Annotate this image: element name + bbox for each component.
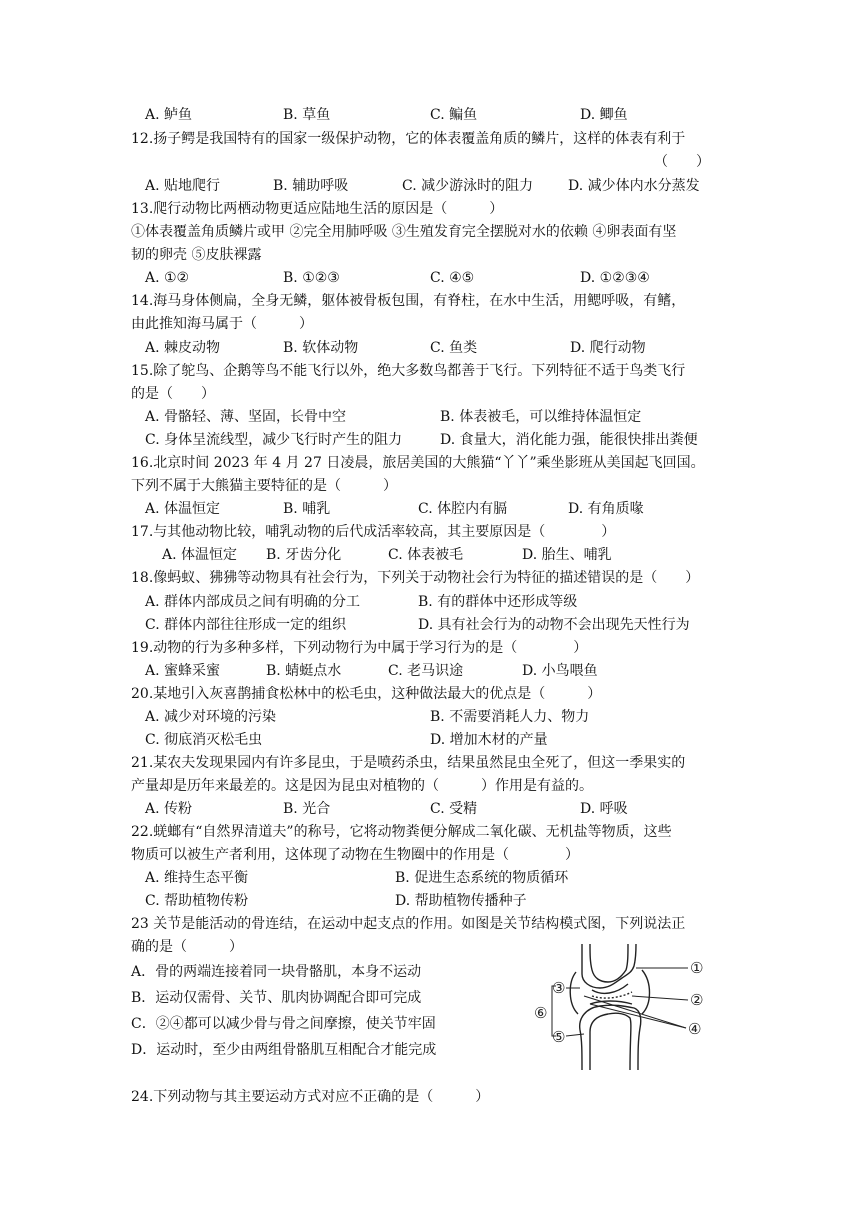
q18-option-b: B. 有的群体中还形成等级 (418, 594, 578, 610)
q16-stem-line1: 16.北京时间 2023 年 4 月 27 日凌晨，旅居美国的大熊猫“丫丫”乘坐影班从美国起飞回国。 (131, 455, 705, 471)
q21-stem-line1: 21.某农夫发现果园内有许多昆虫，于是喷药杀虫，结果虽然昆虫全死了，但这一季果实的 (131, 755, 686, 771)
q17-option-b: B. 牙齿分化 (266, 547, 342, 563)
diagram-label-4: ④ (688, 1020, 702, 1038)
q21-stem-line2: 产量却是历年来最差的。这是因为昆虫对植物的（ ）作用是有益的。 (131, 778, 593, 794)
q19-stem: 19.动物的行为多种多样，下列动物行为中属于学习行为的是（ ） (131, 640, 588, 656)
q23-stem-line1: 23 关节是能活动的骨连结，在运动中起支点的作用。如图是关节结构模式图，下列说法正 (131, 916, 686, 932)
q12-stem: 12.扬子鳄是我国特有的国家一级保护动物，它的体表覆盖角质的鳞片，这样的体表有利于 (131, 131, 686, 147)
q15-option-a: A. 骨骼轻、薄、坚固，长骨中空 (145, 409, 347, 425)
q23-stem-line2: 确的是（ ） (131, 939, 243, 955)
q22-option-a: A. 维持生态平衡 (145, 870, 249, 886)
q12-option-d: D. 减少体内水分蒸发 (568, 178, 700, 194)
diagram-label-6: ⑥ (534, 1004, 548, 1022)
q23-option-b: B．运动仅需骨、关节、肌肉协调配合即可完成 (131, 990, 422, 1006)
lower-bone-inner (590, 1013, 631, 1070)
q18-stem: 18.像蚂蚁、狒狒等动物具有社会行为，下列关于动物社会行为特征的描述错误的是（ ） (131, 570, 700, 586)
q20-option-a: A. 减少对环境的污染 (145, 709, 277, 725)
q21-option-d: D. 呼吸 (580, 801, 628, 817)
q14-option-a: A. 棘皮动物 (145, 340, 221, 356)
q13-stem: 13.爬行动物比两栖动物更适应陆地生活的原因是（ ） (131, 201, 504, 217)
q23-option-c: C．②④都可以减少骨与骨之间摩擦，使关节牢固 (131, 1016, 436, 1032)
q22-option-d: D. 帮助植物传播种子 (395, 893, 527, 909)
q15-option-d: D. 食量大，消化能力强，能很快排出粪便 (440, 432, 698, 448)
q22-option-c: C. 帮助植物传粉 (145, 893, 249, 909)
q15-option-c: C. 身体呈流线型，减少飞行时产生的阻力 (145, 432, 403, 448)
q19-option-b: B. 蜻蜓点水 (266, 663, 342, 679)
q23-option-a: A．骨的两端连接着同一块骨骼肌，本身不运动 (131, 964, 422, 980)
q11-option-b: B. 草鱼 (283, 107, 331, 123)
diagram-label-3: ③ (552, 979, 566, 997)
q13-list-line2: 韧的卵壳 ⑤皮肤裸露 (131, 247, 262, 263)
q18-option-d: D. 具有社会行为的动物不会出现先天性行为 (418, 617, 690, 633)
q20-option-d: D. 增加木材的产量 (430, 732, 548, 748)
diagram-label-1: ① (690, 959, 704, 977)
q16-stem-line2: 下列不属于大熊猫主要特征的是（ ） (131, 478, 397, 494)
q13-option-c: C. ④⑤ (430, 270, 475, 286)
q12-option-a: A. 贴地爬行 (145, 178, 221, 194)
q22-option-b: B. 促进生态系统的物质循环 (395, 870, 569, 886)
upper-bone-inner (590, 944, 628, 982)
q13-option-d: D. ①②③④ (580, 270, 650, 286)
q23-option-d: D．运动时，至少由两组骨骼肌互相配合才能完成 (131, 1042, 437, 1058)
q18-option-c: C. 群体内部往往形成一定的组织 (145, 617, 347, 633)
q11-option-a: A. 鲈鱼 (145, 107, 193, 123)
q13-option-a: A. ①② (145, 270, 190, 286)
q14-stem-line1: 14.海马身体侧扁，全身无鳞，躯体被骨板包围，有脊柱，在水中生活，用鳃呼吸，有鳍， (131, 293, 686, 309)
q15-stem-line2: 的是（ ） (131, 386, 215, 402)
q17-option-a: A. 体温恒定 (162, 547, 238, 563)
q16-option-b: B. 哺乳 (283, 501, 331, 517)
q12-answer-blank: （ ） (654, 154, 710, 170)
joint-structure-diagram (530, 942, 720, 1072)
q13-list-line1: ①体表覆盖角质鳞片或甲 ②完全用肺呼吸 ③生殖发育完全摆脱对水的依赖 ④卵表面有坚 (131, 224, 677, 240)
q12-option-b: B. 辅助呼吸 (273, 178, 349, 194)
q17-option-c: C. 体表被毛 (388, 547, 464, 563)
q22-stem-line1: 22.蜣螂有“自然界清道夫”的称号，它将动物粪便分解成二氧化碳、无机盐等物质，这些 (131, 824, 672, 840)
q11-option-d: D. 鲫鱼 (580, 107, 628, 123)
q14-option-d: D. 爬行动物 (570, 340, 646, 356)
q19-option-a: A. 蜜蜂采蜜 (145, 663, 221, 679)
q11-option-c: C. 鳊鱼 (430, 107, 478, 123)
q12-option-c: C. 减少游泳时的阻力 (402, 178, 534, 194)
q22-stem-line2: 物质可以被生产者利用，这体现了动物在生物圈中的作用是（ ） (131, 847, 579, 863)
q16-option-d: D. 有角质喙 (568, 501, 644, 517)
q24-stem: 24.下列动物与其主要运动方式对应不正确的是（ ） (131, 1089, 490, 1105)
q19-option-c: C. 老马识途 (388, 663, 464, 679)
articular-cartilage (590, 984, 632, 1004)
q21-option-b: B. 光合 (283, 801, 331, 817)
q15-option-b: B. 体表被毛，可以维持体温恒定 (440, 409, 642, 425)
q17-option-d: D. 胎生、哺乳 (522, 547, 612, 563)
diagram-label-5: ⑤ (552, 1028, 566, 1046)
q20-option-b: B. 不需要消耗人力、物力 (430, 709, 590, 725)
q21-option-c: C. 受精 (430, 801, 478, 817)
q18-option-a: A. 群体内部成员之间有明确的分工 (145, 594, 361, 610)
q16-option-a: A. 体温恒定 (145, 501, 221, 517)
q14-stem-line2: 由此推知海马属于（ ） (131, 316, 313, 332)
q13-option-b: B. ①②③ (283, 270, 340, 286)
q16-option-c: C. 体腔内有膈 (418, 501, 508, 517)
q21-option-a: A. 传粉 (145, 801, 193, 817)
q14-option-b: B. 软体动物 (283, 340, 359, 356)
q17-stem: 17.与其他动物比较，哺乳动物的后代成活率较高，其主要原因是（ ） (131, 524, 616, 540)
q15-stem-line1: 15.除了鸵鸟、企鹅等鸟不能飞行以外，绝大多数鸟都善于飞行。下列特征不适于鸟类飞行 (131, 363, 686, 379)
q19-option-d: D. 小鸟喂鱼 (522, 663, 598, 679)
diagram-label-2: ② (690, 991, 704, 1009)
q20-option-c: C. 彻底消灭松毛虫 (145, 732, 263, 748)
q20-stem: 20.某地引入灰喜鹊捕食松林中的松毛虫，这种做法最大的优点是（ ） (131, 686, 602, 702)
q14-option-c: C. 鱼类 (430, 340, 478, 356)
